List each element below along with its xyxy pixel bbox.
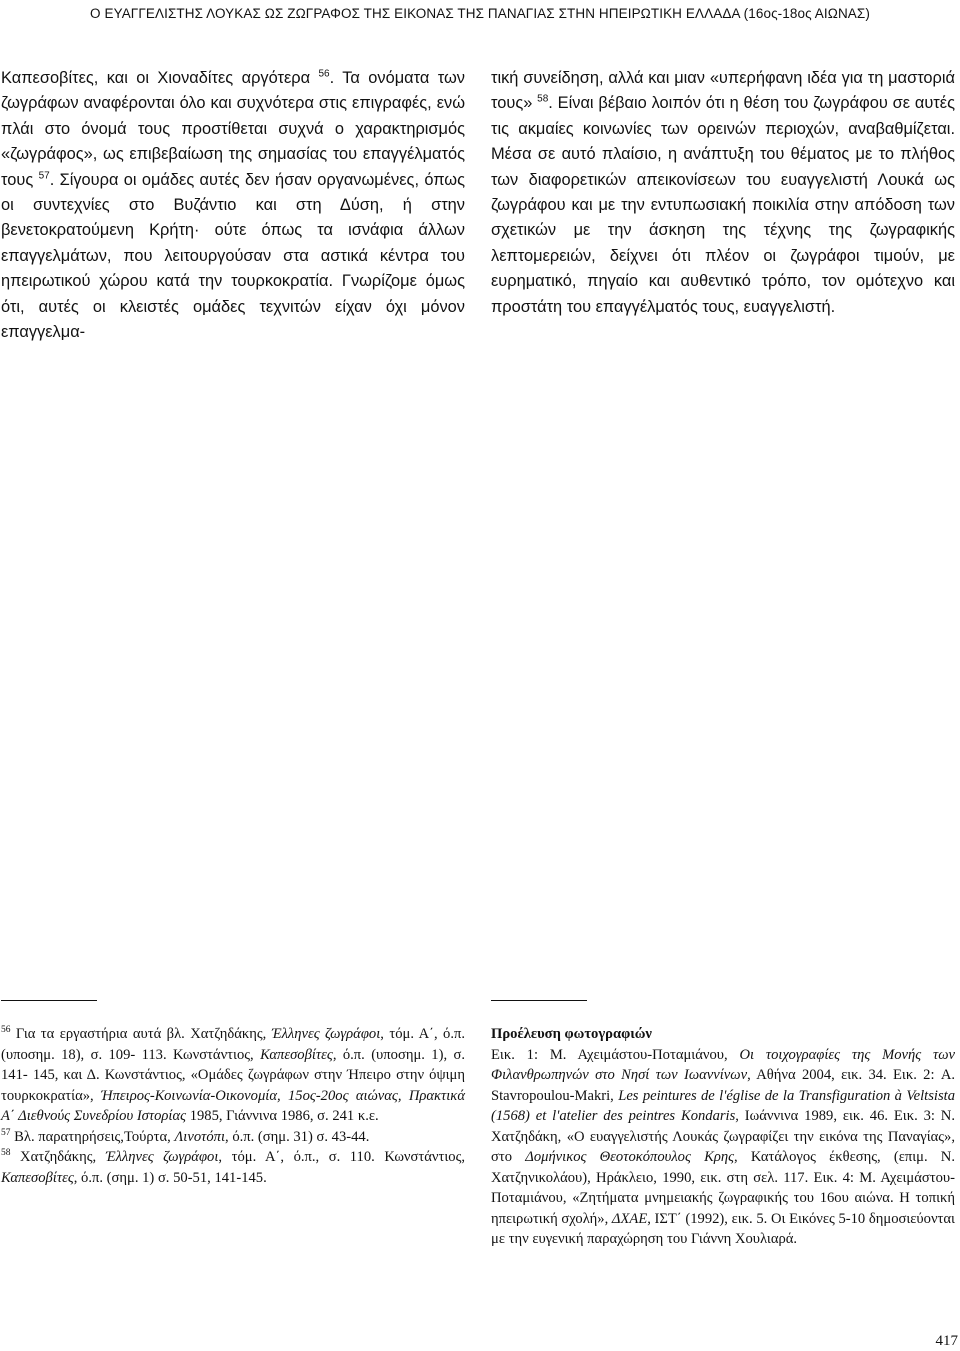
note-text: 1985, Γιάννινα 1986, σ. 241 κ.ε. (186, 1108, 379, 1124)
footnote-ref-56[interactable]: 56 (318, 68, 330, 80)
note-text: Εικ. 1: Μ. Αχειμάστου-Ποταμιάνου, (491, 1046, 740, 1063)
note-text: Βλ. παρατηρήσεις,Τούρτα, (10, 1128, 175, 1145)
footnote-separator-right (491, 1000, 587, 1001)
note-text: , Κατάλογος έκθεσης, (επιμ. Ν. Χατζηνικολάου), Ηράκλειο, 1990, εικ. στη σελ. 117. Εικ. 4: Μ. Αχειμάστου-Ποταμιάνου, «Ζητήματα μνημειακής ζωγραφικής του 16ου αιώνα. Η τοπική ηπειρωτική σχολή», (491, 1149, 955, 1227)
body-text: τική συνείδηση, αλλά και μιαν «υπερήφανη ιδέα για τη μαστοριά τους» (491, 69, 955, 113)
photo-credits-body (491, 1045, 955, 1250)
note-text: , τόμ. Α΄, ό.π. (υποσημ. 18), σ. 109- 113. Κωνστάντιος, (1, 1026, 465, 1063)
italic-text: Les peintures de l'église de la Transfiguration à Veltsista (1568) et l'atelier des peintres Kondaris (491, 1087, 955, 1124)
italic-text: Δομήνικος Θεοτοκόπουλος Κρης (525, 1149, 734, 1165)
note-text: , Ιωάννινα 1989, εικ. 46. Εικ. 3: Ν. Χατζηδάκη, «Ο ευαγγελιστής Λουκάς ζωγραφίζει την εικόνα της Παναγίας», στο (491, 1108, 955, 1165)
body-text: . Είναι βέβαιο λοιπόν ότι η θέση του ζωγράφου σε αυτές τις ακμαίες κοινωνίες των ορεινών περιοχών, αναβαθμίζεται. Μέσα σε αυτό πλαίσιο, η ανάπτυξη του θέματος με το πλήθος των διαφορετικών απεικονίσεων του ευαγγελιστή Λουκά ως ζωγράφου και με την εντυπωσιακή ποικιλία στην απόδοση των σχετικών με την άσκηση της τέχνης της ζωγραφικής λεπτομερειών, δείχνει ότι πλέον οι ζωγράφοι τιμούν, με ευρηματικό, πηγαίο και αυθεντικό τρόπο, τον ομότεχνο και προστάτη του επαγγέλματός τους, ευαγγελιστή. (491, 94, 955, 316)
italic-text: Έλληνες ζωγράφοι (271, 1026, 381, 1042)
page-number: 417 (935, 1333, 958, 1349)
italic-text: ΔΧΑΕ (611, 1210, 648, 1227)
body-text: Καπεσοβίτες, και οι Χιοναδίτες αργότερα (1, 69, 311, 87)
italic-text: Καπεσοβίτες (1, 1169, 74, 1186)
note-text: , ό.π. (σημ. 31) σ. 43-44. (225, 1128, 370, 1145)
note-text: , ό.π. (υποσημ. 1), σ. 141- 145, και Δ. Κωνστάντιος, «Ομάδες ζωγράφων στην Ήπειρο στην όψιμη τουρκοκρατία», (1, 1046, 466, 1104)
footnote-number: 57 (1, 1127, 11, 1138)
photo-credits-title: Προέλευση φωτογραφιών (491, 1026, 652, 1042)
italic-text: Λινοτόπι (174, 1128, 226, 1145)
footnotes (1, 1024, 465, 1188)
body-column-left (1, 66, 465, 345)
note-text: , ΙΣΤ΄ (1992), εικ. 5. Οι Εικόνες 5-10 δημοσιεύονται με την ευγενική παραχώρηση του Γιάννη Χουλιαρά. (491, 1210, 955, 1247)
note-text: Χατζηδάκης, (10, 1149, 106, 1165)
italic-text: Έλληνες ζωγράφοι (105, 1149, 219, 1165)
note-text: Για τα εργαστήρια αυτά βλ. Χατζηδάκης, (10, 1026, 272, 1042)
footnote-ref-58[interactable]: 58 (537, 93, 549, 105)
footnote-58 (1, 1147, 465, 1188)
note-text: , ό.π. (σημ. 1) σ. 50-51, 141-145. (73, 1169, 267, 1186)
italic-text: Ήπειρος-Κοινωνία-Οικονομία, 15ος-20ος αιώνας, Πρακτικά Α΄ Διεθνούς Συνεδρίου Ιστορίας (1, 1087, 465, 1124)
footnote-separator-left (1, 1000, 97, 1001)
italic-text: Καπεσοβίτες (260, 1046, 333, 1063)
body-column-right (491, 66, 955, 320)
footnote-number: 58 (1, 1148, 11, 1159)
body-text: . Τα ονόματα των ζωγράφων αναφέρονται όλο και συχνότερα στις επιγραφές, ενώ πλάι στο όνομά τους προστίθεται συχνά ο χαρακτηρισμός «ζωγράφος», ως επιβεβαίωση της σημασίας του επαγγέλματός τους (1, 69, 465, 189)
body-paragraph (491, 66, 955, 320)
footnote-56 (1, 1024, 465, 1127)
note-text: , τόμ. Α΄, ό.π., σ. 110. Κωνστάντιος, (218, 1149, 466, 1165)
body-paragraph (1, 66, 465, 345)
body-text: . Σίγουρα οι ομάδες αυτές δεν ήσαν οργανωμένες, όπως οι συντεχνίες στο Βυζάντιο και στη Δύση, ή στην βενετοκρατούμενη Κρήτη· ούτε όπως τα ισνάφια άλλων επαγγελμάτων, που λειτουργούσαν στα αστικά κέντρα του ηπειρωτικού χώρου κατά την τουρκοκρατία. Γνωρίζομε όμως ότι, αυτές οι κλειστές ομάδες τεχνιτών είχαν όχι μόνον επαγγελμα- (1, 170, 465, 342)
running-header: Ο ΕΥΑΓΓΕΛΙΣΤΗΣ ΛΟΥΚΑΣ ΩΣ ΖΩΓΡΑΦΟΣ ΤΗΣ ΕΙΚΟΝΑΣ ΤΗΣ ΠΑΝΑΓΙΑΣ ΣΤΗΝ ΗΠΕΙΡΩΤΙΚΗ ΕΛΛΑΔΑ (16ος-18ος ΑΙΩΝΑΣ) (90, 6, 870, 21)
note-text: , Αθήνα 2004, εικ. 34. Εικ. 2: A. Stavropoulou-Makri, (491, 1067, 956, 1104)
footnote-ref-57[interactable]: 57 (38, 170, 50, 182)
footnote-57 (1, 1127, 465, 1148)
footnote-number: 56 (1, 1025, 11, 1036)
photo-credits (491, 1024, 955, 1250)
italic-text: Οι τοιχογραφίες της Μονής των Φιλανθρωπηνών στο Νησί των Ιωαννίνων (491, 1046, 955, 1083)
